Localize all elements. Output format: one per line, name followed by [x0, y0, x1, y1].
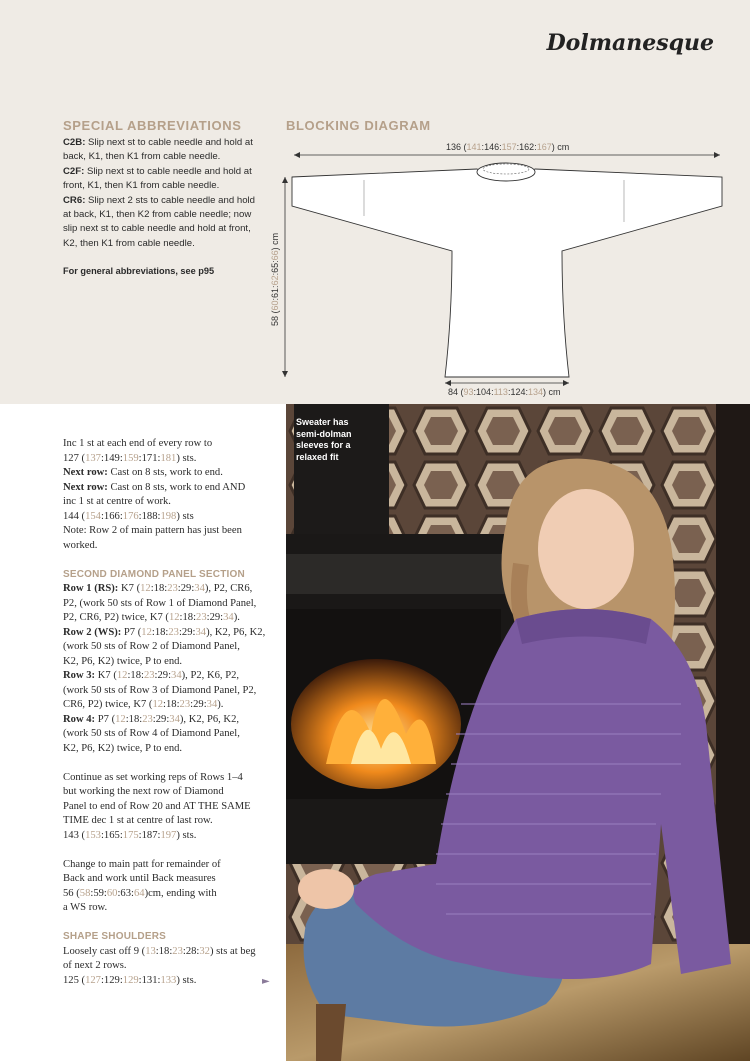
instruction-line: Change to main patt for remainder of [63, 858, 221, 870]
instruction-line: K2, P6, K2) twice, P to end. [63, 655, 183, 667]
blocking-diagram [262, 136, 732, 401]
instruction-line: Back and work until Back measures [63, 873, 216, 884]
instruction-line: a WS row. [63, 902, 108, 913]
instruction-block-continue [63, 771, 278, 844]
width-arrow-right-icon [714, 152, 720, 158]
abbreviation-code: C2F: [63, 165, 85, 177]
instruction-line: TIME dec 1 st at centre of last row. [63, 815, 213, 826]
instruction-line: Loosely cast off 9 (13:18:23:28:32) sts at beg [63, 945, 256, 957]
instruction-line: (work 50 sts of Row 4 of Diamond Panel, [63, 728, 240, 739]
hem-arrow-right-icon [563, 380, 569, 386]
abbreviation-code: C2B: [63, 137, 86, 148]
instruction-block-diamond [63, 582, 278, 756]
next-page-triangle-right-icon[interactable]: ► [262, 976, 270, 987]
sweater-outline [292, 169, 722, 377]
abbreviations-heading: SPECIAL ABBREVIATIONS [63, 118, 242, 133]
abbreviation-item [63, 165, 263, 194]
face [538, 489, 634, 609]
model-photo-illustration [286, 404, 750, 1061]
abbreviations-block [63, 118, 263, 276]
model-photo [286, 404, 750, 1061]
general-abbreviations-note: For general abbreviations, see p95 [63, 266, 215, 277]
instruction-block-increase [63, 437, 278, 553]
abbreviation-text: Slip next 2 sts to cable needle and hold at back, K1, then K2 from cable needle; now slip next st to cable needle and hold at front, K2, then K1 from cable needle. [63, 194, 255, 249]
instruction-line: K2, P6, K2) twice, P to end. [63, 742, 183, 754]
diagram-heading: BLOCKING DIAGRAM [286, 118, 431, 133]
instruction-line: (work 50 sts of Row 3 of Diamond Panel, P2, [63, 684, 257, 696]
page-title: Dolmanesque [546, 30, 714, 56]
instruction-line: Next row: Cast on 8 sts, work to end. [63, 467, 223, 478]
stove-top [286, 554, 516, 594]
shape-shoulders-heading: SHAPE SHOULDERS [63, 931, 167, 942]
boot [316, 1004, 346, 1061]
abbreviations-list [63, 136, 263, 251]
hem-label: 84 (93:104:113:124:134) cm [448, 387, 561, 397]
abbreviation-text: Slip next st to cable needle and hold at front, K1, then K1 from cable needle. [63, 165, 252, 192]
instruction-block-shoulders [63, 945, 278, 989]
instruction-line: P2, CR6, P2) twice, K7 (12:18:23:29:34). [63, 612, 240, 623]
instruction-line: 127 (137:149:159:171:181) sts. [63, 452, 197, 464]
abbreviation-item [63, 136, 263, 165]
neckline-outline [477, 163, 535, 181]
instruction-line: P2, (work 50 sts of Row 1 of Diamond Panel, [63, 597, 257, 609]
instruction-line: (work 50 sts of Row 2 of Diamond Panel, [63, 641, 240, 652]
hand [298, 869, 354, 909]
width-arrow-left-icon [294, 152, 300, 158]
height-label: 58 (60:61:62:65:66) cm [270, 232, 280, 326]
instruction-line: worked. [63, 539, 98, 551]
width-label: 136 (141:146:157:162:167) cm [446, 142, 570, 152]
instruction-line: Next row: Cast on 8 sts, work to end AND [63, 481, 246, 493]
height-arrow-top-icon [282, 177, 288, 183]
instruction-line: Row 2 (WS): P7 (12:18:23:29:34), K2, P6, K2, [63, 626, 266, 638]
abbreviation-text: Slip next st to cable needle and hold at back, K1, then K1 from cable needle. [63, 137, 253, 163]
instruction-line: 125 (127:129:129:131:133) sts. [63, 974, 197, 986]
instruction-line: CR6, P2) twice, K7 (12:18:23:29:34). [63, 699, 224, 710]
instruction-line: of next 2 rows. [63, 960, 127, 971]
instruction-line: 56 (58:59:60:63:64)cm, ending with [63, 887, 217, 899]
instruction-line: 144 (154:166:176:188:198) sts [63, 510, 194, 522]
instruction-line: Row 4: P7 (12:18:23:29:34), K2, P6, K2, [63, 713, 240, 725]
instruction-line: Note: Row 2 of main pattern has just been [63, 525, 242, 536]
instruction-line: Inc 1 st at each end of every row to [63, 438, 213, 449]
photo-caption: Sweater has semi-dolman sleeves for a relaxed fit [296, 417, 352, 462]
instruction-line: inc 1 st at centre of work. [63, 496, 171, 507]
instruction-line: but working the next row of Diamond [63, 786, 224, 797]
height-arrow-bottom-icon [282, 371, 288, 377]
instruction-line: Row 1 (RS): K7 (12:18:23:29:34), P2, CR6, [63, 583, 253, 594]
hem-arrow-left-icon [445, 380, 451, 386]
instruction-line: Panel to end of Row 20 and AT THE SAME [63, 800, 251, 812]
second-diamond-heading: SECOND DIAMOND PANEL SECTION [63, 568, 245, 580]
instruction-line: 143 (153:165:175:187:197) sts. [63, 829, 197, 841]
instruction-line: Row 3: K7 (12:18:23:29:34), P2, K6, P2, [63, 670, 240, 681]
pattern-instructions [63, 437, 278, 988]
instruction-line: Continue as set working reps of Rows 1–4 [63, 771, 243, 783]
abbreviation-code: CR6: [63, 194, 86, 206]
blocking-diagram-svg [262, 136, 732, 401]
instruction-block-main-patt [63, 858, 278, 916]
abbreviation-item [63, 194, 263, 252]
